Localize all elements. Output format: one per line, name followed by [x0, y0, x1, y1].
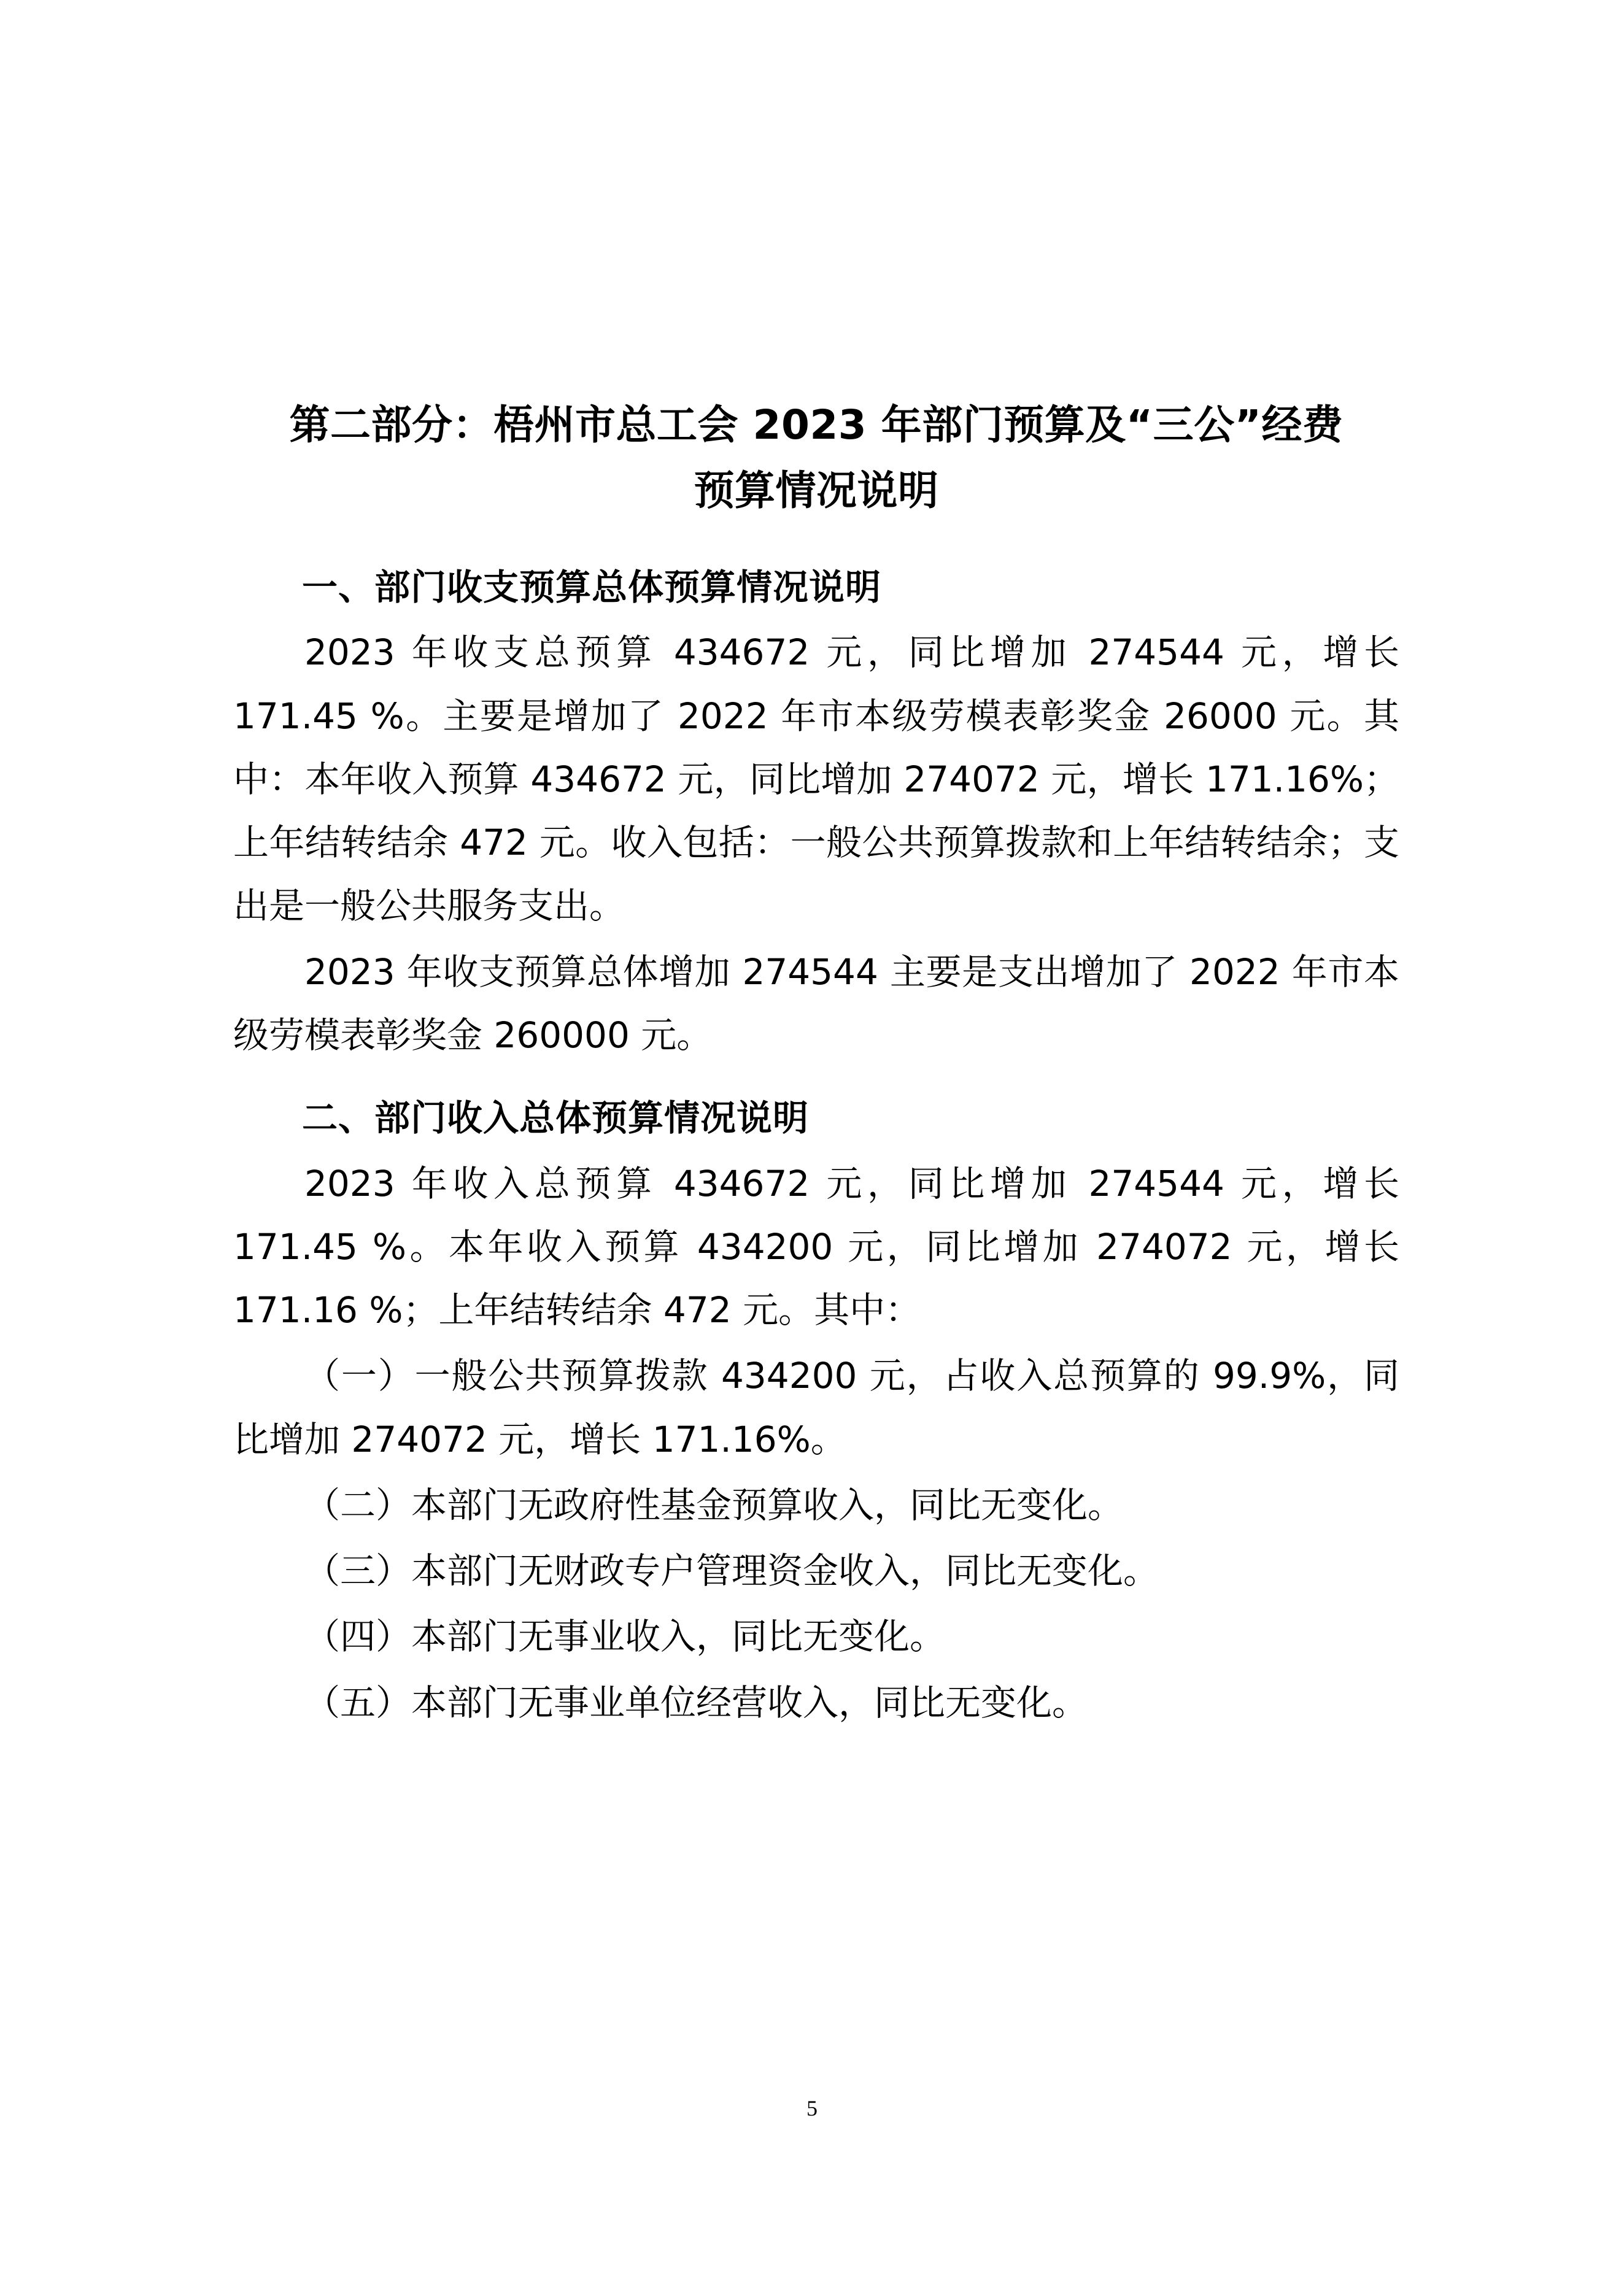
paragraph-2-3: （二）本部门无政府性基金预算收入，同比无变化。	[304, 1484, 1124, 1526]
page-number: 5	[806, 2096, 818, 2121]
page-title: 第二部分：梧州市总工会 2023 年部门预算及“三公”经费预算情况说明	[289, 401, 1344, 514]
paragraph-1-2: 2023 年收支预算总体增加 274544 主要是支出增加了 2022 年市本级劳模表彰奖金 260000 元。	[233, 950, 1399, 1056]
section-heading-2: 二、部门收入总体预算情况说明	[302, 1097, 810, 1139]
paragraph-2-5: （四）本部门无事业收入，同比无变化。	[304, 1616, 946, 1658]
paragraph-2-4: （三）本部门无财政专户管理资金收入，同比无变化。	[304, 1550, 1159, 1592]
paragraph-2-1: 2023 年收入总预算 434672 元，同比增加 274544 元，增长 171.45 %。本年收入预算 434200 元，同比增加 274072 元，增长 171.16 %；上年结转结余 472 元。其中：	[233, 1162, 1399, 1331]
paragraph-2-6: （五）本部门无事业单位经营收入，同比无变化。	[304, 1681, 1088, 1724]
page-content	[233, 393, 1399, 1737]
paragraph-2-2: （一）一般公共预算拨款 434200 元，占收入总预算的 99.9%，同比增加 274072 元，增长 171.16%。	[233, 1355, 1399, 1460]
paragraph-1-1: 2023 年收支总预算 434672 元，同比增加 274544 元，增长 171.45 %。主要是增加了 2022 年市本级劳模表彰奖金 26000 元。其中：本年收入预算 434672 元，同比增加 274072 元，增长 171.16%；上年结转结余 472 元。收入包括：一般公共预算拨款和上年结转结余；支出是一般公共服务支出。	[233, 631, 1399, 927]
section-heading-1: 一、部门收支预算总体预算情况说明	[302, 566, 882, 608]
